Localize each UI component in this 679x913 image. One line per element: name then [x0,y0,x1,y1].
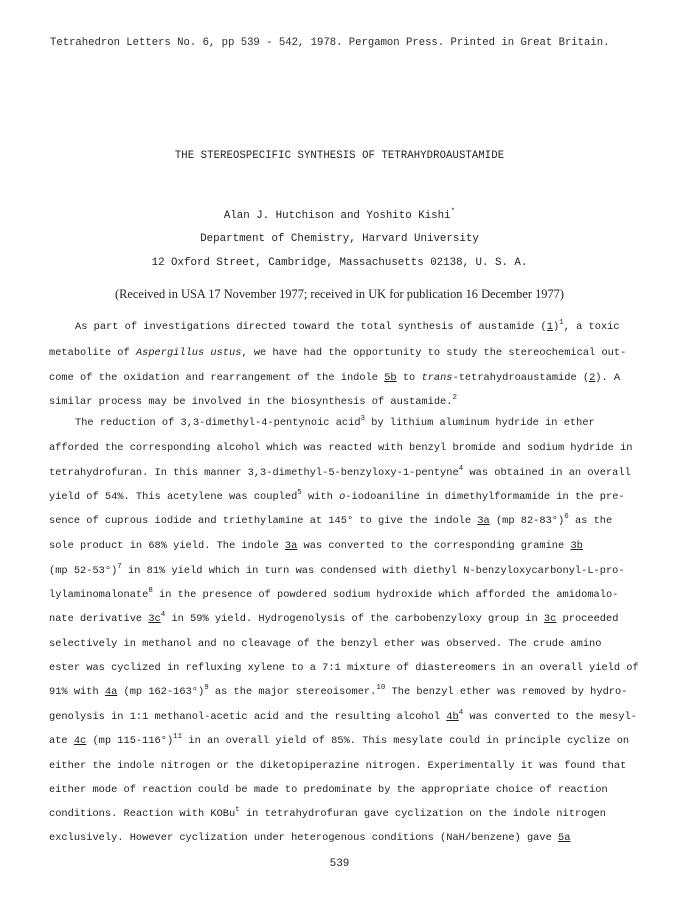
page-number: 539 [329,858,350,870]
footnote-ref: 2 [452,394,457,402]
compound-ref: 4c [73,735,87,747]
footnote-ref: 4 [160,611,166,619]
compound-ref: 3c [148,613,161,625]
compound-ref: 1 [546,321,553,333]
body-line: The reduction of 3,3-dimethyl-4-pentynoic acid$^3$ by lithium aluminum hydride in ether [75,415,595,429]
body-line: similar process may be involved in the biosynthesis of austamide.$^2$ [49,394,457,408]
body-line: nate derivative $3c^4$ in 59% yield. Hydrogenolysis of the carbobenzyloxy group in 3c proceeded [49,611,619,625]
article-title: THE STEREOSPECIFIC SYNTHESIS OF TETRAHYDROAUSTAMIDE [174,150,505,162]
body-line: ester was cyclized in refluxing xylene to a 7:1 mixture of diastereomers in an overall yield of [49,662,639,674]
body-line: As part of investigations directed toward the total synthesis of austamide $(1)^1$, a toxic [75,319,620,333]
compound-ref: 2 [589,372,596,384]
body-line: conditions. Reaction with KOBu$^t$ in tetrahydrofuran gave cyclization on the indole nitrogen [49,806,606,820]
footnote-ref: 7 [117,563,122,571]
compound-ref: 4a [104,686,118,698]
footnote-ref: 1 [559,319,564,327]
author-line [0,210,679,222]
body-line: sole product in 68% yield. The indole 3a was converted to the corresponding gramine 3b [49,540,583,552]
species-name: Aspergillus ustus [135,347,242,359]
body-line: genolysis in 1:1 methanol-acetic acid and the resulting alcohol $4b^4$ was converted to the mesyl- [49,709,638,723]
address: 12 Oxford Street, Cambridge, Massachusetts 02138, U. S. A. [151,257,528,269]
body-line: either the indole nitrogen or the diketopiperazine nitrogen. Experimentally it was found that [49,760,627,772]
footnote-ref: 11 [173,733,183,741]
footnote-ref: t [235,806,240,814]
body-line: come of the oxidation and rearrangement of the indole 5b to trans-tetrahydroaustamide (2). A [49,372,621,384]
compound-ref: 5b [384,372,397,384]
body-line: lylaminomalonate$^8$ in the presence of powdered sodium hydroxide which afforded the amidomalo- [49,587,619,601]
body-line: afforded the corresponding alcohol which was reacted with benzyl bromide and sodium hydride in [49,442,633,454]
authors: Alan J. Hutchison and Yoshito Kishi [223,210,451,222]
compound-ref: 3b [570,540,583,552]
footnote-ref: 10 [376,684,386,692]
body-line: yield of 54%. This acetylene was coupled$^5$ with o-iodoaniline in dimethylformamide in the pre- [49,489,625,503]
body-line: selectively in methanol and no cleavage of the benzyl ether was observed. The crude amino [49,638,602,650]
received-dates: (Received in USA 17 November 1977; received in UK for publication 16 December 1977) [114,287,565,301]
footnote-ref: 6 [564,513,569,521]
footnote-ref: 8 [148,587,153,595]
compound-ref: 3a [477,515,490,527]
body-line: metabolite of Aspergillus ustus, we have had the opportunity to study the stereochemical out- [49,347,627,359]
body-line: (mp 52-53°)$^7$ in 81% yield which in turn was condensed with diethyl N-benzyloxycarbonyl-L-pro- [49,563,625,577]
body-line: 91% with 4a (mp 162-163°)$^9$ as the major stereoisomer.$^{10}$ The benzyl ether was removed by hydro- [49,684,628,698]
corresponding-author-mark: * [450,208,456,216]
compound-ref: 3a [284,540,298,552]
footnote-ref: 3 [360,415,366,423]
footnote-ref: 4 [458,709,464,717]
affiliation: Department of Chemistry, Harvard University [200,233,479,245]
body-line: either mode of reaction could be made to predominate by the appropriate choice of reaction [49,784,608,796]
body-line: ate 4c (mp 115-116°)$^{11}$ in an overall yield of 85%. This mesylate could in principle cyclize on [49,733,630,747]
compound-ref: 4b [446,711,459,723]
footnote-ref: 9 [204,684,209,692]
footnote-ref: 5 [297,489,302,497]
body-line: sence of cuprous iodide and triethylamine at 145° to give the indole 3a (mp 82-83°)$^6$ as the [49,513,613,527]
body-line: exclusively. However cyclization under heterogenous conditions (NaH/benzene) gave 5a [49,832,571,844]
compound-ref: 5a [558,832,571,844]
body-line: tetrahydrofuran. In this manner 3,3-dimethyl-5-benzyloxy-1-pentyne$^4$ was obtained in an overall [49,465,631,479]
running-header: Tetrahedron Letters No. 6, pp 539 - 542, 1978. Pergamon Press. Printed in Great Britain. [50,37,610,49]
compound-ref: 3c [543,613,557,625]
footnote-ref: 4 [458,465,464,473]
